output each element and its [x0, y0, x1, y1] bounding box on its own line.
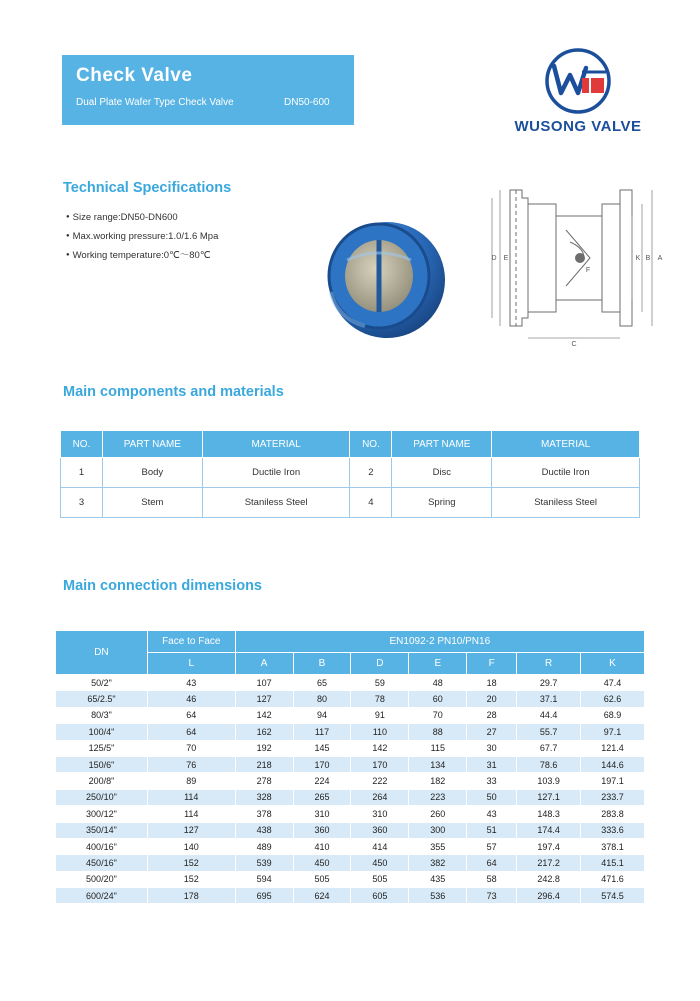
cell: 50	[467, 789, 517, 805]
cell: 355	[409, 838, 467, 854]
cell: 80	[293, 691, 351, 707]
cell: 435	[409, 871, 467, 887]
table-row	[56, 691, 645, 707]
cell: 70	[147, 740, 235, 756]
cell: 438	[235, 822, 293, 838]
cell: Body	[102, 458, 202, 488]
cell: 328	[235, 789, 293, 805]
cell: 28	[467, 707, 517, 723]
table-row	[56, 756, 645, 772]
cell: 218	[235, 756, 293, 772]
cell: 170	[351, 756, 409, 772]
cell: 68.9	[581, 707, 645, 723]
valve-technical-drawing	[470, 168, 670, 368]
cell-dn: 100/4"	[56, 724, 148, 740]
cell: 43	[467, 806, 517, 822]
cell: 182	[409, 773, 467, 789]
cell: 300	[409, 822, 467, 838]
cell: 265	[293, 789, 351, 805]
section-heading-components: Main components and materials	[63, 384, 284, 400]
cell: 64	[147, 724, 235, 740]
cell: 3	[61, 488, 103, 518]
cell: 64	[467, 855, 517, 871]
cell: Stem	[102, 488, 202, 518]
cell: Staniless Steel	[202, 488, 350, 518]
cell: 20	[467, 691, 517, 707]
table-row	[56, 773, 645, 789]
cell: 536	[409, 888, 467, 904]
cell: 695	[235, 888, 293, 904]
th-a: A	[235, 653, 293, 675]
th-no-1: NO.	[61, 431, 103, 458]
cell: 360	[293, 822, 351, 838]
cell: 382	[409, 855, 467, 871]
cell: 260	[409, 806, 467, 822]
cell: 60	[409, 691, 467, 707]
cell: 152	[147, 871, 235, 887]
th-b: B	[293, 653, 351, 675]
drawing-label-d: D	[491, 255, 497, 262]
cell-dn: 125/5"	[56, 740, 148, 756]
cell: 142	[235, 707, 293, 723]
cell: 142	[351, 740, 409, 756]
cell: 29.7	[517, 675, 581, 691]
table-row	[56, 888, 645, 904]
cell: 1	[61, 458, 103, 488]
cell: 114	[147, 789, 235, 805]
table-row	[56, 871, 645, 887]
th-r: R	[517, 653, 581, 675]
spec-item: ● Max.working pressure:1.0/1.6 Mpa	[66, 227, 306, 246]
cell-dn: 200/8"	[56, 773, 148, 789]
cell-dn: 350/14"	[56, 822, 148, 838]
cell: 27	[467, 724, 517, 740]
cell: 624	[293, 888, 351, 904]
cell: 450	[293, 855, 351, 871]
cell: 594	[235, 871, 293, 887]
table-row	[56, 855, 645, 871]
th-partname-2: PART NAME	[392, 431, 492, 458]
drawing-label-c: C	[571, 341, 577, 348]
cell: 233.7	[581, 789, 645, 805]
cell-dn: 500/20"	[56, 871, 148, 887]
cell: 378	[235, 806, 293, 822]
cell: 51	[467, 822, 517, 838]
cell: 223	[409, 789, 467, 805]
technical-spec-list	[66, 208, 306, 265]
cell: Ductile Iron	[202, 458, 350, 488]
cell: 37.1	[517, 691, 581, 707]
spec-item: ● Working temperature:0℃～80℃	[66, 246, 306, 265]
cell: 78	[351, 691, 409, 707]
cell: 296.4	[517, 888, 581, 904]
cell: Disc	[392, 458, 492, 488]
cell: 127	[147, 822, 235, 838]
table-row	[56, 740, 645, 756]
cell: 2	[350, 458, 392, 488]
cell: 242.8	[517, 871, 581, 887]
table-header-row	[61, 431, 640, 458]
size-code: DN50-600	[284, 97, 330, 108]
cell-dn: 450/16"	[56, 855, 148, 871]
cell: 378.1	[581, 838, 645, 854]
cell: 217.2	[517, 855, 581, 871]
cell: 360	[351, 822, 409, 838]
wusong-logo-icon	[518, 48, 638, 114]
cell: 110	[351, 724, 409, 740]
th-face-to-face: Face to Face	[147, 631, 235, 653]
drawing-label-e: E	[503, 255, 509, 262]
cell-dn: 250/10"	[56, 789, 148, 805]
cell: 178	[147, 888, 235, 904]
cell: 162	[235, 724, 293, 740]
th-partname-1: PART NAME	[102, 431, 202, 458]
cell: 197.4	[517, 838, 581, 854]
components-table	[60, 430, 640, 518]
cell: 44.4	[517, 707, 581, 723]
th-no-2: NO.	[350, 431, 392, 458]
th-material-1: MATERIAL	[202, 431, 350, 458]
cell: 31	[467, 756, 517, 772]
cell: Spring	[392, 488, 492, 518]
cell-dn: 80/3"	[56, 707, 148, 723]
table-row	[61, 458, 640, 488]
cell: 410	[293, 838, 351, 854]
section-heading-technical: Technical Specifications	[63, 180, 232, 196]
cell: 574.5	[581, 888, 645, 904]
cell: 76	[147, 756, 235, 772]
cell: 88	[409, 724, 467, 740]
cell: 145	[293, 740, 351, 756]
section-heading-dimensions: Main connection dimensions	[63, 578, 262, 594]
cell: 48	[409, 675, 467, 691]
cell: 64	[147, 707, 235, 723]
cell: 278	[235, 773, 293, 789]
cell-dn: 65/2.5"	[56, 691, 148, 707]
cell: 4	[350, 488, 392, 518]
cell: 310	[293, 806, 351, 822]
cell: 450	[351, 855, 409, 871]
drawing-label-a: A	[657, 255, 663, 262]
cell: 117	[293, 724, 351, 740]
drawing-label-k: K	[635, 255, 641, 262]
cell: 127	[235, 691, 293, 707]
cell: 94	[293, 707, 351, 723]
cell: 59	[351, 675, 409, 691]
cell: 55.7	[517, 724, 581, 740]
cell-dn: 400/16"	[56, 838, 148, 854]
cell: Ductile Iron	[492, 458, 640, 488]
page-title: Check Valve	[76, 65, 193, 86]
cell: 30	[467, 740, 517, 756]
cell: 283.8	[581, 806, 645, 822]
cell: 148.3	[517, 806, 581, 822]
table-row	[56, 822, 645, 838]
title-band	[62, 55, 354, 125]
cell: 107	[235, 675, 293, 691]
cell: 505	[351, 871, 409, 887]
table-row	[56, 707, 645, 723]
page-header	[0, 0, 700, 160]
cell: 58	[467, 871, 517, 887]
table-row	[61, 488, 640, 518]
cell: 415.1	[581, 855, 645, 871]
drawing-label-f: F	[585, 267, 591, 274]
cell: 471.6	[581, 871, 645, 887]
table-row	[56, 838, 645, 854]
th-standard: EN1092-2 PN10/PN16	[235, 631, 644, 653]
table-row	[56, 675, 645, 691]
cell: 224	[293, 773, 351, 789]
cell: 115	[409, 740, 467, 756]
cell: 333.6	[581, 822, 645, 838]
cell: 489	[235, 838, 293, 854]
cell: 174.4	[517, 822, 581, 838]
cell: 103.9	[517, 773, 581, 789]
cell: 57	[467, 838, 517, 854]
cell: 605	[351, 888, 409, 904]
cell: 414	[351, 838, 409, 854]
th-dn: DN	[56, 631, 148, 675]
cell: 505	[293, 871, 351, 887]
cell: 197.1	[581, 773, 645, 789]
cell: 47.4	[581, 675, 645, 691]
cell: 310	[351, 806, 409, 822]
cell: 539	[235, 855, 293, 871]
cell: 62.6	[581, 691, 645, 707]
cell: 43	[147, 675, 235, 691]
cell-dn: 300/12"	[56, 806, 148, 822]
cell: 97.1	[581, 724, 645, 740]
th-material-2: MATERIAL	[492, 431, 640, 458]
cell: 65	[293, 675, 351, 691]
cell: 78.6	[517, 756, 581, 772]
cell: 33	[467, 773, 517, 789]
cell: 192	[235, 740, 293, 756]
cell-dn: 600/24"	[56, 888, 148, 904]
cell: 140	[147, 838, 235, 854]
th-d: D	[351, 653, 409, 675]
cell: 67.7	[517, 740, 581, 756]
dimensions-table	[55, 630, 645, 904]
table-row	[56, 789, 645, 805]
dimensions-table-body	[56, 675, 645, 904]
cell: 134	[409, 756, 467, 772]
cell: 222	[351, 773, 409, 789]
cell: 46	[147, 691, 235, 707]
company-name: WUSONG VALVE	[514, 118, 642, 135]
th-f: F	[467, 653, 517, 675]
cell: 18	[467, 675, 517, 691]
table-group-header-row	[56, 631, 645, 653]
th-l: L	[147, 653, 235, 675]
cell: Staniless Steel	[492, 488, 640, 518]
cell: 91	[351, 707, 409, 723]
cell-dn: 150/6"	[56, 756, 148, 772]
table-row	[56, 724, 645, 740]
cell: 144.6	[581, 756, 645, 772]
valve-product-photo	[305, 196, 465, 356]
cell: 264	[351, 789, 409, 805]
cell-dn: 50/2"	[56, 675, 148, 691]
cell: 70	[409, 707, 467, 723]
company-logo	[478, 48, 678, 158]
cell: 121.4	[581, 740, 645, 756]
th-e: E	[409, 653, 467, 675]
cell: 73	[467, 888, 517, 904]
cell: 152	[147, 855, 235, 871]
table-row	[56, 806, 645, 822]
cell: 127.1	[517, 789, 581, 805]
cell: 170	[293, 756, 351, 772]
spec-item: ● Size range:DN50-DN600	[66, 208, 306, 227]
page-subtitle: Dual Plate Wafer Type Check Valve	[76, 97, 234, 108]
th-k: K	[581, 653, 645, 675]
cell: 114	[147, 806, 235, 822]
drawing-label-b: B	[645, 255, 651, 262]
cell: 89	[147, 773, 235, 789]
